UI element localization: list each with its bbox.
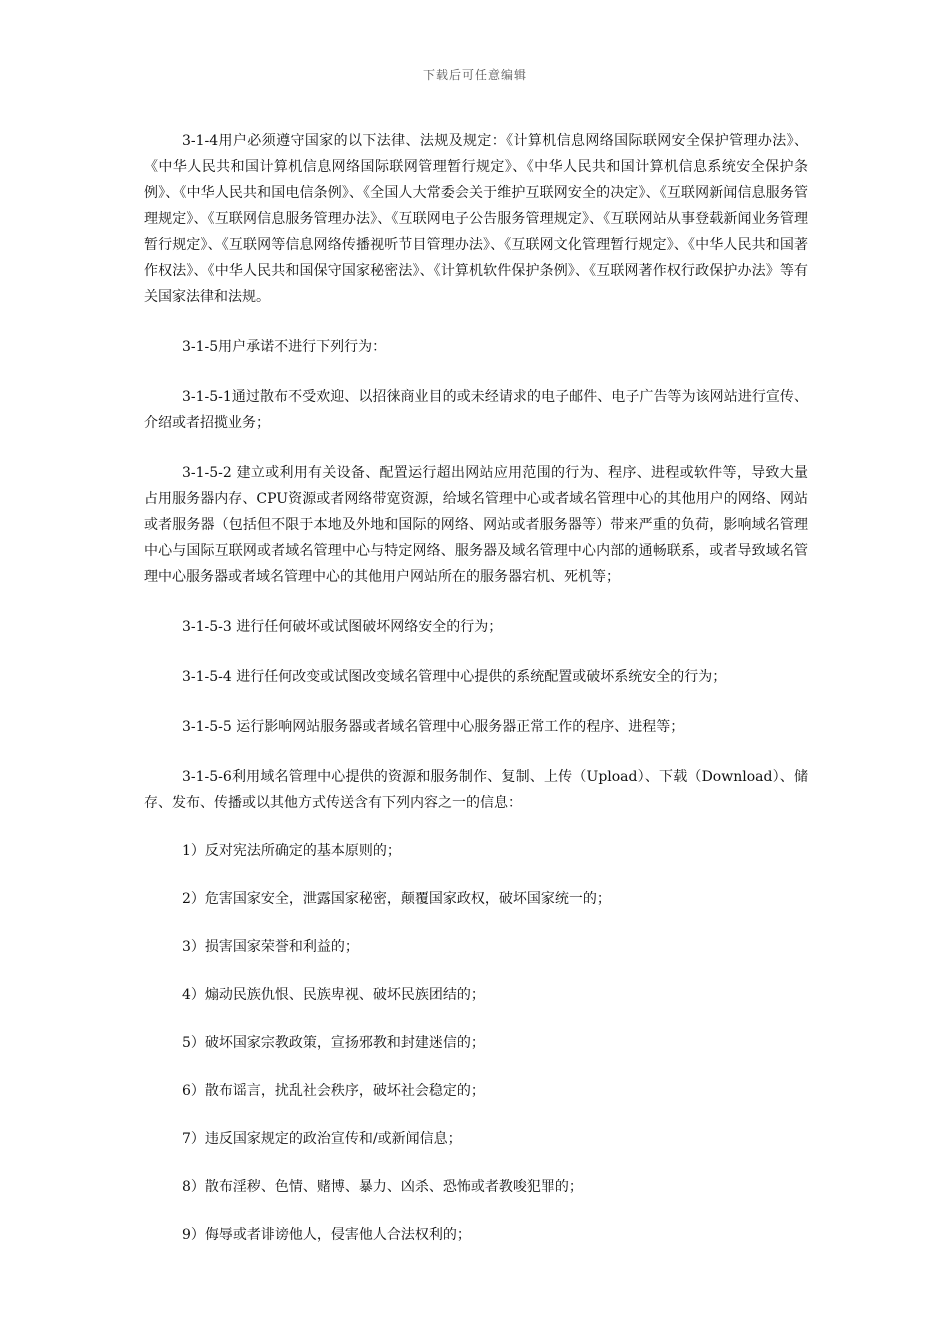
list-item: 2）危害国家安全，泄露国家秘密，颠覆国家政权，破坏国家统一的； bbox=[182, 891, 611, 907]
page-header: 下载后可任意编辑 bbox=[422, 68, 527, 82]
list-item: 7）违反国家规定的政治宣传和/或新闻信息； bbox=[182, 1131, 462, 1147]
list-item: 5）破坏国家宗教政策，宣扬邪教和封建迷信的； bbox=[182, 1035, 485, 1051]
paragraph-3-1-5-3: 3-1-5-3 进行任何破坏或试图破坏网络安全的行为； bbox=[182, 619, 503, 635]
paragraph-3-1-5-1: 3-1-5-1通过散布不受欢迎、以招徕商业目的或未经请求的电子邮件、电子广告等为该网站进行宣传、介绍或者招揽业务； bbox=[144, 389, 808, 431]
paragraph-3-1-5-4: 3-1-5-4 进行任何改变或试图改变域名管理中心提供的系统配置或破坏系统安全的行为； bbox=[182, 669, 727, 685]
list-item: 8）散布淫秽、色情、赌博、暴力、凶杀、恐怖或者教唆犯罪的； bbox=[182, 1179, 583, 1195]
list-item: 9）侮辱或者诽谤他人，侵害他人合法权利的； bbox=[182, 1227, 471, 1243]
list-item: 4）煽动民族仇恨、民族卑视、破坏民族团结的； bbox=[182, 987, 485, 1003]
paragraph-3-1-4: 3-1-4用户必须遵守国家的以下法律、法规及规定：《计算机信息网络国际联网安全保护管理办法》、《中华人民共和国计算机信息网络国际联网管理暂行规定》、《中华人民共和国计算机信息系统安全保护条例》、《中华人民共和国电信条例》、《全国人大常委会关于维护互联网安全的决定》、《互联网新闻信息服务管理规定》、《互联网信息服务管理办法》、《互联网电子公告服务管理规定》、《互联网站从事登载新闻业务管理暂行规定》、《互联网等信息网络传播视听节目管理办法》、《互联网文化管理暂行规定》、《中华人民共和国著作权法》、《中华人民共和国保守国家秘密法》、《计算机软件保护条例》、《互联网著作权行政保护办法》等有关国家法律和法规。 bbox=[144, 133, 808, 305]
document-body bbox=[144, 128, 808, 1248]
paragraph-3-1-5: 3-1-5用户承诺不进行下列行为： bbox=[182, 339, 387, 355]
paragraph-3-1-5-5: 3-1-5-5 运行影响网站服务器或者域名管理中心服务器正常工作的程序、进程等； bbox=[182, 719, 685, 735]
list-item: 6）散布谣言，扰乱社会秩序，破坏社会稳定的； bbox=[182, 1083, 485, 1099]
paragraph-3-1-5-2: 3-1-5-2 建立或利用有关设备、配置运行超出网站应用范围的行为、程序、进程或软件等，导致大量占用服务器内存、CPU资源或者网络带宽资源，给域名管理中心或者域名管理中心的其他用户的网络、网站或者服务器（包括但不限于本地及外地和国际的网络、网站或者服务器等）带来严重的负荷，影响域名管理中心与国际互联网或者域名管理中心与特定网络、服务器及域名管理中心内部的通畅联系，或者导致域名管理中心服务器或者域名管理中心的其他用户网站所在的服务器宕机、死机等； bbox=[144, 465, 808, 585]
paragraph-3-1-5-6: 3-1-5-6利用域名管理中心提供的资源和服务制作、复制、上传（Upload）、下载（Download）、储存、发布、传播或以其他方式传送含有下列内容之一的信息： bbox=[144, 769, 808, 811]
list-item: 3）损害国家荣誉和利益的； bbox=[182, 939, 359, 955]
list-item: 1）反对宪法所确定的基本原则的； bbox=[182, 843, 401, 859]
